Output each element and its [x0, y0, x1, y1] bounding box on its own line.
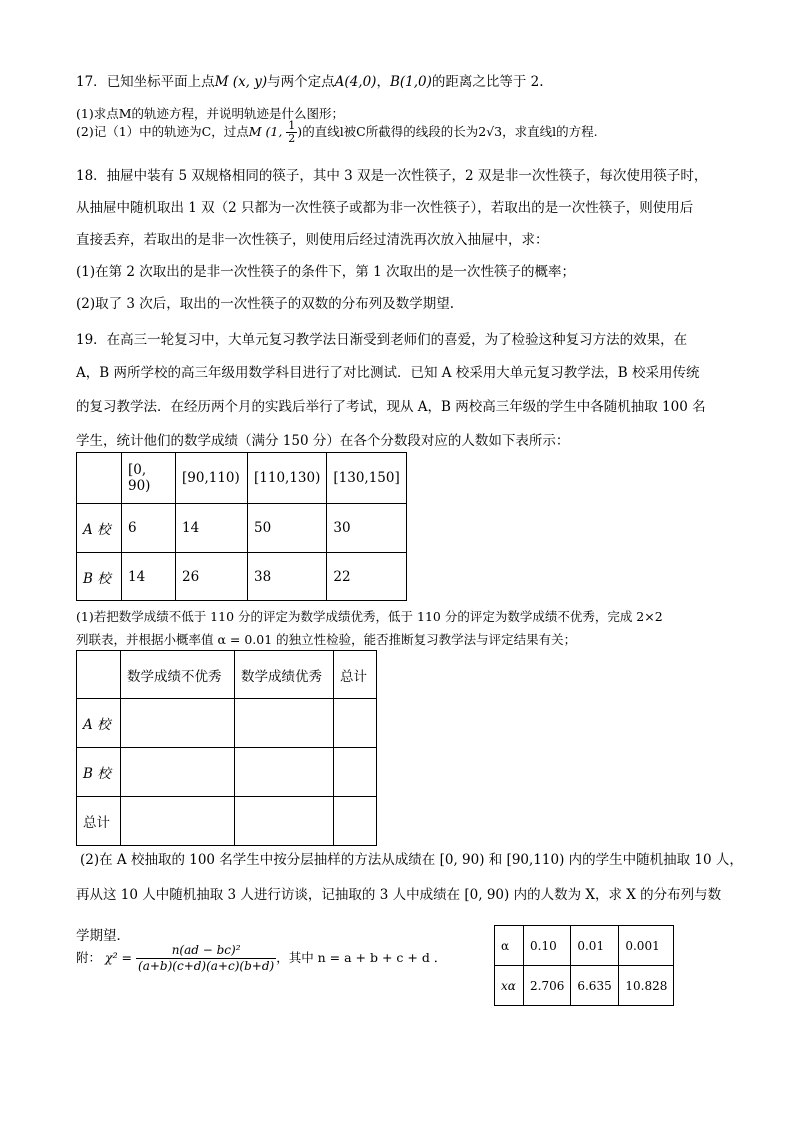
table-cell: A 校 — [77, 699, 121, 748]
table-cell: [0, 90) — [122, 453, 176, 504]
table-cell: 50 — [248, 504, 327, 553]
table-cell: 数学成绩优秀 — [235, 651, 334, 699]
table-cell: [110,130) — [248, 453, 327, 504]
table-cell: 2.706 — [524, 966, 571, 1006]
table-cell: 38 — [248, 553, 327, 601]
table-row — [77, 748, 377, 797]
q19-part1-line-1: (1)若把数学成绩不低于 110 分的评定为数学成绩优秀，低于 110 分的评定为数学成绩不优秀，完成 2×2 — [76, 609, 663, 624]
q19-line-2: A，B 两所学校的高三年级用数学科目进行了对比测试．已知 A 校采用大单元复习教学法，B 校采用传统 — [76, 365, 700, 381]
empty-cell — [334, 797, 377, 846]
table-cell: 0.10 — [524, 926, 571, 966]
q19-line-3: 的复习教学法．在经历两个月的实践后举行了考试，现从 A，B 两校高三年级的学生中各随机抽取 100 名 — [76, 399, 706, 415]
table-cell: A 校 — [77, 504, 122, 553]
critical-value-table — [494, 925, 674, 1006]
q18-line-3: 直接丢弃，若取出的是非一次性筷子，则使用后经过清洗再次放入抽屉中，求： — [76, 232, 549, 248]
score-table-header — [77, 453, 407, 504]
empty-cell — [235, 797, 334, 846]
q18-line-1: 18．抽屉中装有 5 双规格相同的筷子，其中 3 双是一次性筷子，2 双是非一次性筷子，每次使用筷子时， — [76, 168, 708, 184]
q17-part2: (2)记（1）中的轨迹为C，过点M (1, $\frac{1}{2}$ )的直线l被C所截得的线段的长为2√3，求直线l的方程. — [76, 119, 598, 145]
table-cell: B 校 — [77, 748, 121, 797]
table-cell: 14 — [122, 553, 176, 601]
table-cell: α — [495, 926, 524, 966]
table-row — [77, 699, 377, 748]
table-cell: 22 — [327, 553, 406, 601]
score-table — [76, 452, 407, 601]
empty-cell — [334, 748, 377, 797]
q19-part1-line-2: 列联表，并根据小概率值 α = 0.01 的独立性检验，能否推断复习教学法与评定结果有关； — [76, 632, 577, 647]
table-cell: [90,110) — [176, 453, 248, 504]
empty-cell — [121, 748, 235, 797]
q19-line-4: 学生，统计他们的数学成绩（满分 150 分）在各个分数段对应的人数如下表所示： — [76, 433, 570, 449]
table-cell — [77, 651, 121, 699]
table-cell: 总计 — [334, 651, 377, 699]
table-cell — [77, 453, 122, 504]
q19-part2-line-2: 再从这 10 人中随机抽取 3 人进行访谈，记抽取的 3 人中成绩在 [0, 90) 内的人数为 X，求 X 的分布列与数 — [76, 887, 722, 903]
contingency-header — [77, 651, 377, 699]
q17-part1: (1)求点M的轨迹方程，并说明轨迹是什么图形； — [76, 106, 345, 121]
table-cell: 总计 — [77, 797, 121, 846]
table-cell: 14 — [176, 504, 248, 553]
table-cell: B 校 — [77, 553, 122, 601]
table-cell: 26 — [176, 553, 248, 601]
empty-cell — [235, 748, 334, 797]
empty-cell — [121, 797, 235, 846]
empty-cell — [235, 699, 334, 748]
q17-fraction: $\frac{1}{2}$ — [288, 119, 296, 145]
q19-line-1: 19．在高三一轮复习中，大单元复习教学法日渐受到老师们的喜爱，为了检验这种复习方法的效果，在 — [76, 332, 688, 348]
q19-part2-line-3: 学期望． — [76, 928, 130, 944]
empty-cell — [334, 699, 377, 748]
table-cell: 6 — [122, 504, 176, 553]
table-cell: 数学成绩不优秀 — [121, 651, 235, 699]
q18-line-2: 从抽屉中随机取出 1 双（2 只都为一次性筷子或都为非一次性筷子），若取出的是一次性筷子，则使用后 — [76, 200, 694, 216]
table-cell: xα — [495, 966, 524, 1006]
q18-part1: (1)在第 2 次取出的是非一次性筷子的条件下，第 1 次取出的是一次性筷子的概率； — [76, 264, 575, 280]
table-row — [77, 553, 407, 601]
q18-part2: (2)取了 3 次后，取出的一次性筷子的双数的分布列及数学期望. — [76, 296, 455, 312]
table-cell: 10.828 — [619, 966, 674, 1006]
table-cell: [130,150] — [327, 453, 406, 504]
table-cell: 0.001 — [619, 926, 674, 966]
table-cell: 0.01 — [571, 926, 619, 966]
table-cell: 30 — [327, 504, 406, 553]
formula: 附： χ² = $\frac{\text{n(ad − bc)²}}{(a+b)(c+d)(a+c)(b+d)}$ ，其中 n = a + b + c + d ． — [76, 943, 447, 973]
chi-square-fraction: $\frac{\text{n(ad − bc)²}}{(a+b)(c+d)(a+c)(b+d)}$ — [138, 943, 275, 973]
q19-part2-line-1: (2)在 A 校抽取的 100 名学生中按分层抽样的方法从成绩在 [0, 90) 和 [90,110) 内的学生中随机抽取 10 人， — [80, 852, 743, 868]
table-row — [495, 926, 674, 966]
table-row — [77, 504, 407, 553]
table-row — [77, 797, 377, 846]
q17-intro: 17．已知坐标平面上点M (x, y)与两个定点A(4,0)，B(1,0)的距离之比等于 2. — [76, 74, 544, 90]
table-cell: 6.635 — [571, 966, 619, 1006]
table-row — [495, 966, 674, 1006]
empty-cell — [121, 699, 235, 748]
contingency-table — [76, 650, 377, 846]
